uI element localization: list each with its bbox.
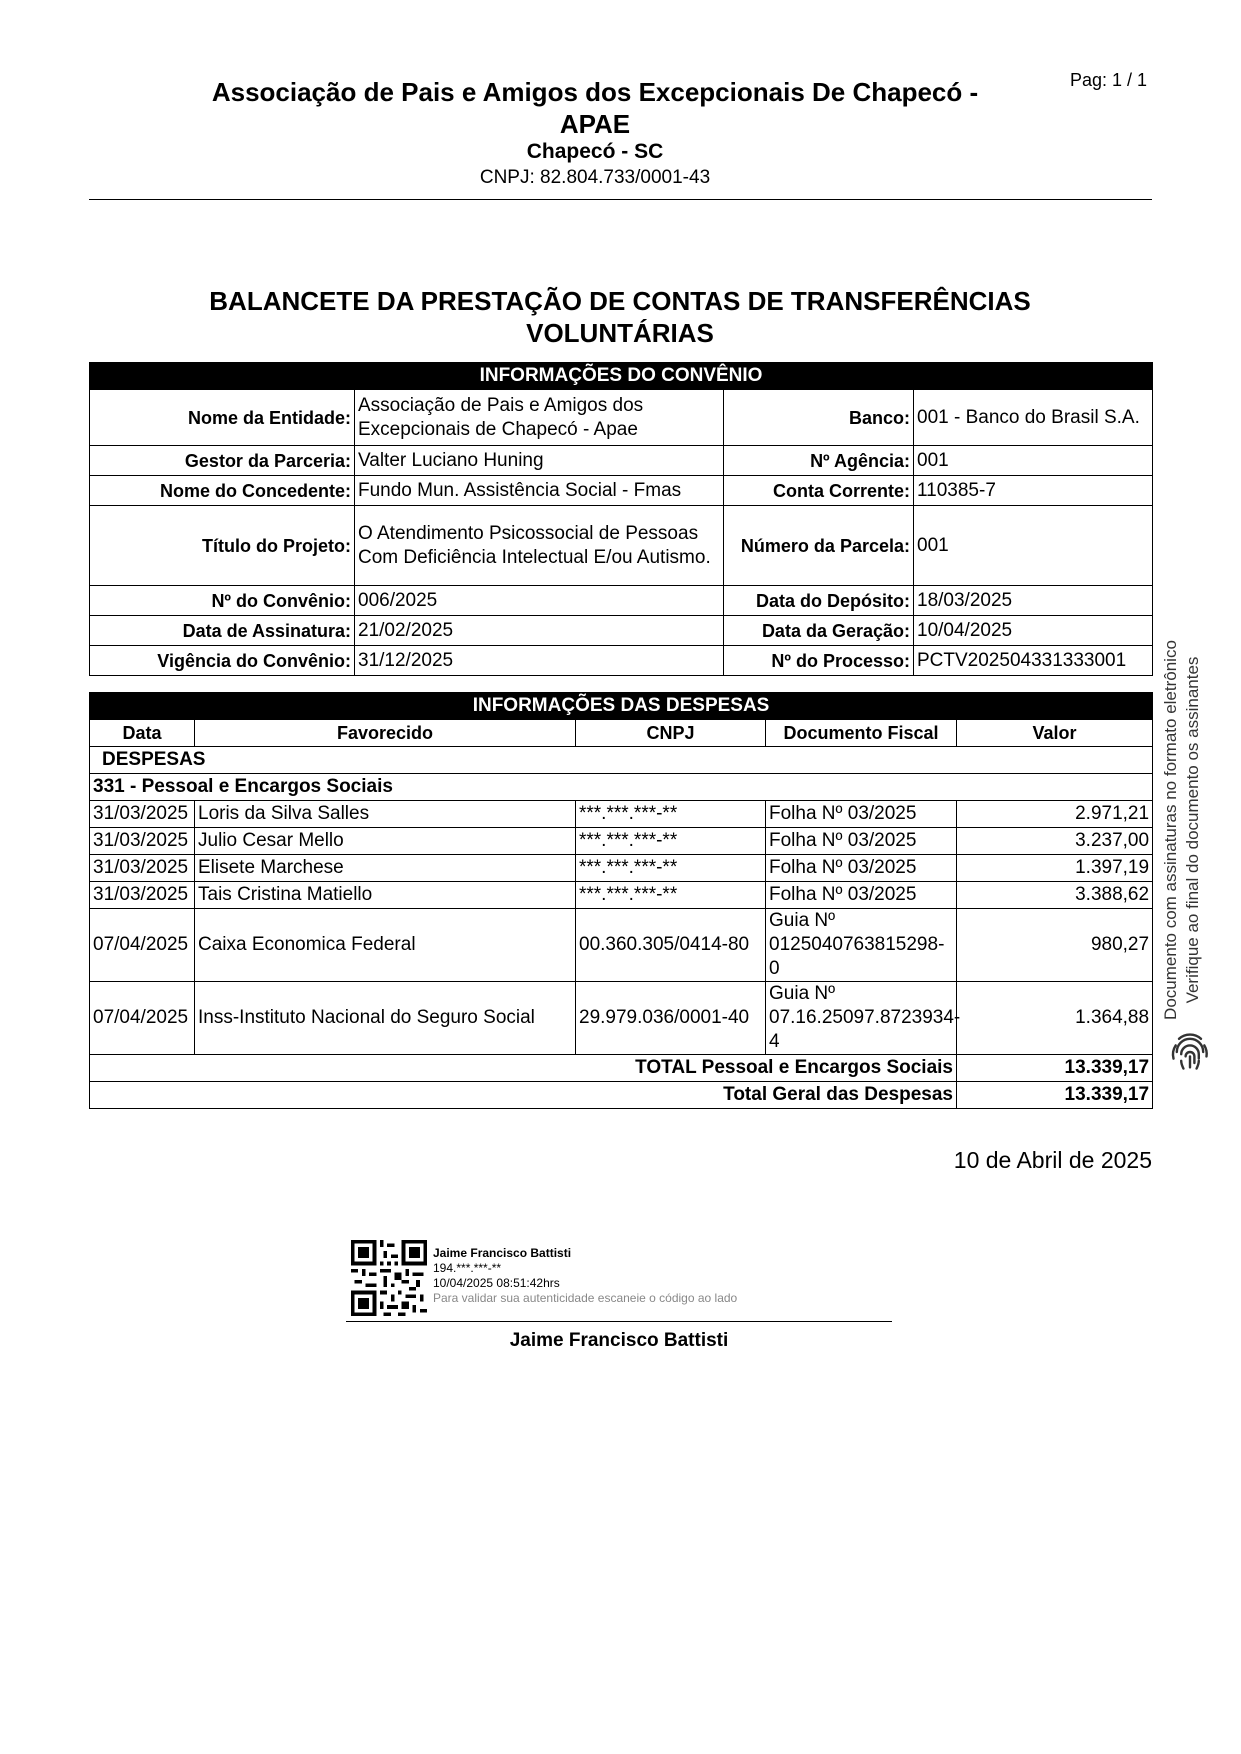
grand-total-row — [90, 1082, 1153, 1109]
expense-category: 331 - Pessoal e Encargos Sociais — [90, 774, 1153, 801]
entity-label: Nome da Entidade: — [90, 390, 355, 446]
side-note-line-1: Documento com assinaturas no formato eletrônico — [1161, 640, 1180, 1020]
entity-value: Associação de Pais e Amigos dos Excepcionais de Chapecó - Apae — [355, 390, 724, 446]
row-payee: Elisete Marchese — [195, 855, 576, 882]
table-row — [90, 882, 1153, 909]
validity-value: 31/12/2025 — [355, 646, 724, 676]
row-payee: Tais Cristina Matiello — [195, 882, 576, 909]
expenses-table — [89, 692, 1153, 1109]
manager-label: Gestor da Parceria: — [90, 446, 355, 476]
table-row — [90, 801, 1153, 828]
generation-date-value: 10/04/2025 — [914, 616, 1153, 646]
electronic-signature-note — [1160, 600, 1204, 1060]
row-payee: Julio Cesar Mello — [195, 828, 576, 855]
col-header-cnpj: CNPJ — [576, 720, 766, 747]
convenio-section-title: INFORMAÇÕES DO CONVÊNIO — [90, 363, 1153, 390]
signer-name: Jaime Francisco Battisti — [509, 1330, 729, 1351]
row-cnpj: 29.979.036/0001-40 — [576, 982, 766, 1055]
row-value: 1.397,19 — [957, 855, 1153, 882]
validity-label: Vigência do Convênio: — [90, 646, 355, 676]
project-title-label: Título do Projeto: — [90, 506, 355, 586]
row-date: 31/03/2025 — [90, 828, 195, 855]
row-value: 980,27 — [957, 909, 1153, 982]
organization-cnpj: CNPJ: 82.804.733/0001-43 — [479, 167, 711, 188]
col-header-payee: Favorecido — [195, 720, 576, 747]
deposit-date-label: Data do Depósito: — [724, 586, 914, 616]
organization-name: Associação de Pais e Amigos dos Excepcionais De Chapecó - APAE — [211, 77, 979, 139]
convenio-row — [90, 646, 1153, 676]
row-cnpj: ***.***.***-** — [576, 801, 766, 828]
installment-value: 001 — [914, 506, 1153, 586]
row-payee: Inss-Instituto Nacional do Seguro Social — [195, 982, 576, 1055]
row-value: 1.364,88 — [957, 982, 1153, 1055]
grantor-label: Nome do Concedente: — [90, 476, 355, 506]
installment-label: Número da Parcela: — [724, 506, 914, 586]
signature-signer-name: Jaime Francisco Battisti — [433, 1246, 572, 1260]
row-cnpj: ***.***.***-** — [576, 855, 766, 882]
convenio-info-table — [89, 362, 1153, 676]
organization-city: Chapecó - SC — [526, 140, 664, 163]
table-row — [90, 909, 1153, 982]
row-fiscal-doc: Guia Nº 0125040763815298-0 — [766, 909, 957, 982]
manager-value: Valter Luciano Huning — [355, 446, 724, 476]
col-header-fiscal-doc: Documento Fiscal — [766, 720, 957, 747]
signature-date-value: 21/02/2025 — [355, 616, 724, 646]
page-number: Pag: 1 / 1 — [1070, 70, 1148, 90]
col-header-value: Valor — [957, 720, 1153, 747]
convenio-row — [90, 476, 1153, 506]
bank-label: Banco: — [724, 390, 914, 446]
row-date: 07/04/2025 — [90, 982, 195, 1055]
convenio-row — [90, 616, 1153, 646]
table-row — [90, 855, 1153, 882]
subtotal-label: TOTAL Pessoal e Encargos Sociais — [90, 1055, 957, 1082]
agency-value: 001 — [914, 446, 1153, 476]
row-cnpj: 00.360.305/0414-80 — [576, 909, 766, 982]
row-value: 2.971,21 — [957, 801, 1153, 828]
bank-value: 001 - Banco do Brasil S.A. — [914, 390, 1153, 446]
subtotal-row — [90, 1055, 1153, 1082]
signature-timestamp: 10/04/2025 08:51:42hrs — [433, 1276, 560, 1290]
signature-line — [346, 1321, 892, 1322]
table-row — [90, 982, 1153, 1055]
grand-total-label: Total Geral das Despesas — [90, 1082, 957, 1109]
signature-metadata — [433, 1246, 737, 1306]
agreement-number-label: Nº do Convênio: — [90, 586, 355, 616]
grantor-value: Fundo Mun. Assistência Social - Fmas — [355, 476, 724, 506]
process-number-label: Nº do Processo: — [724, 646, 914, 676]
side-note-line-2: Verifique ao final do documento os assinantes — [1183, 656, 1202, 1004]
agreement-number-value: 006/2025 — [355, 586, 724, 616]
row-value: 3.388,62 — [957, 882, 1153, 909]
row-fiscal-doc: Folha Nº 03/2025 — [766, 882, 957, 909]
row-value: 3.237,00 — [957, 828, 1153, 855]
convenio-row — [90, 390, 1153, 446]
agency-label: Nº Agência: — [724, 446, 914, 476]
row-date: 31/03/2025 — [90, 855, 195, 882]
row-fiscal-doc: Folha Nº 03/2025 — [766, 801, 957, 828]
deposit-date-value: 18/03/2025 — [914, 586, 1153, 616]
expenses-group-label: DESPESAS — [90, 747, 1153, 774]
account-label: Conta Corrente: — [724, 476, 914, 506]
signature-signer-id: 194.***.***-** — [433, 1261, 502, 1275]
subtotal-value: 13.339,17 — [957, 1055, 1153, 1082]
generation-date-label: Data da Geração: — [724, 616, 914, 646]
row-date: 31/03/2025 — [90, 801, 195, 828]
convenio-row — [90, 446, 1153, 476]
row-date: 31/03/2025 — [90, 882, 195, 909]
fingerprint-icon — [1168, 1030, 1212, 1074]
col-header-date: Data — [90, 720, 195, 747]
process-number-value: PCTV202504331333001 — [914, 646, 1153, 676]
project-title-value: O Atendimento Psicossocial de Pessoas Com Deficiência Intelectual E/ou Autismo. — [355, 506, 724, 586]
signature-validation-hint: Para validar sua autenticidade escaneie o código ao lado — [433, 1291, 738, 1305]
expenses-header-row — [90, 720, 1153, 747]
row-payee: Loris da Silva Salles — [195, 801, 576, 828]
document-title: BALANCETE DA PRESTAÇÃO DE CONTAS DE TRANSFERÊNCIAS VOLUNTÁRIAS — [209, 286, 1031, 348]
row-fiscal-doc: Folha Nº 03/2025 — [766, 855, 957, 882]
grand-total-value: 13.339,17 — [957, 1082, 1153, 1109]
row-cnpj: ***.***.***-** — [576, 828, 766, 855]
signature-date-label: Data de Assinatura: — [90, 616, 355, 646]
convenio-row — [90, 586, 1153, 616]
row-payee: Caixa Economica Federal — [195, 909, 576, 982]
header-divider — [89, 199, 1152, 200]
row-fiscal-doc: Guia Nº 07.16.25097.8723934-4 — [766, 982, 957, 1055]
account-value: 110385-7 — [914, 476, 1153, 506]
row-cnpj: ***.***.***-** — [576, 882, 766, 909]
row-date: 07/04/2025 — [90, 909, 195, 982]
place-date: 10 de Abril de 2025 — [953, 1147, 1152, 1173]
qr-code-icon — [351, 1240, 427, 1316]
row-fiscal-doc: Folha Nº 03/2025 — [766, 828, 957, 855]
convenio-row — [90, 506, 1153, 586]
expenses-section-title: INFORMAÇÕES DAS DESPESAS — [90, 693, 1153, 720]
table-row — [90, 828, 1153, 855]
